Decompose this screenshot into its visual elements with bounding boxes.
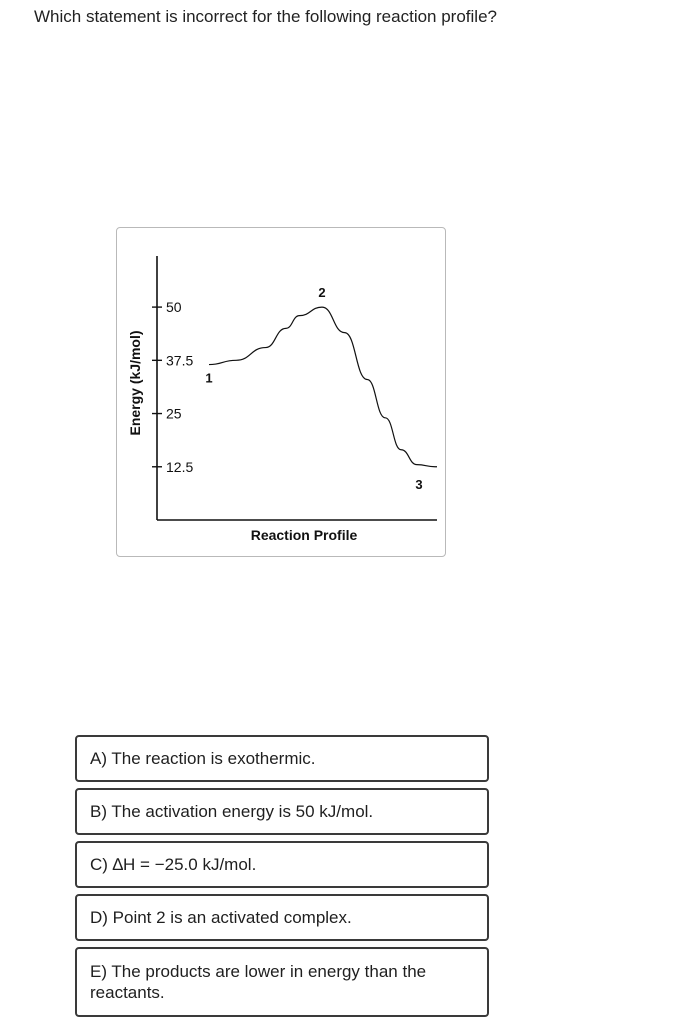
x-axis-title: Reaction Profile [250, 527, 358, 543]
answer-option-d[interactable]: D) Point 2 is an activated complex. [75, 894, 489, 941]
y-tick-label: 50 [166, 299, 182, 316]
answer-option-a[interactable]: A) The reaction is exothermic. [75, 735, 489, 782]
point-label-3: 3 [415, 476, 423, 492]
answer-option-e[interactable]: E) The products are lower in energy than the reactants. [75, 947, 489, 1017]
answer-option-b[interactable]: B) The activation energy is 50 kJ/mol. [75, 788, 489, 835]
answer-options [75, 735, 489, 1023]
question-text: Which statement is incorrect for the following reaction profile? [34, 7, 497, 26]
point-label-1: 1 [205, 370, 213, 386]
y-tick-label: 12.5 [166, 458, 194, 475]
reaction-profile-figure [116, 227, 446, 557]
y-tick-label: 37.5 [166, 352, 194, 369]
y-axis-title: Energy (kJ/mol) [127, 330, 143, 436]
answer-option-c[interactable]: C) ∆H = −25.0 kJ/mol. [75, 841, 489, 888]
y-tick-label: 25 [166, 405, 182, 422]
energy-curve [209, 307, 437, 467]
point-label-2: 2 [318, 285, 326, 301]
reaction-profile-chart [117, 228, 447, 558]
